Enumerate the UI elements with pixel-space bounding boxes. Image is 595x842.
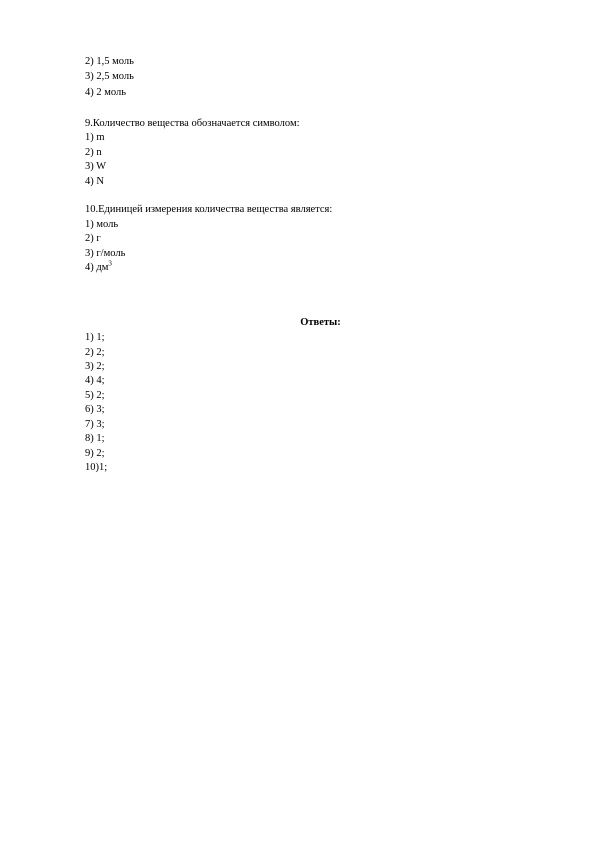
answer-item: 1) 1; (85, 332, 105, 343)
answer-item: 9) 2; (85, 448, 105, 459)
answer-item: 2) 2; (85, 347, 105, 358)
answer-item: 10)1; (85, 462, 108, 473)
q9-option-3: 3) W (85, 161, 107, 172)
q10-option-1: 1) моль (85, 219, 119, 230)
q10-option-2: 2) г (85, 233, 101, 244)
answers-title: Ответы: (300, 317, 341, 328)
q8-option-2: 2) 1,5 моль (85, 56, 134, 67)
answer-item: 5) 2; (85, 390, 105, 401)
q9-option-2: 2) n (85, 147, 102, 158)
answer-item: 6) 3; (85, 404, 105, 415)
answer-item: 4) 4; (85, 375, 105, 386)
answer-item: 3) 2; (85, 361, 105, 372)
q9-option-4: 4) N (85, 176, 104, 187)
q10-option-3: 3) г/моль (85, 248, 126, 259)
answer-item: 8) 1; (85, 433, 105, 444)
q10-question: 10.Единицей измерения количества вещества является: (85, 204, 333, 215)
q9-option-1: 1) m (85, 132, 105, 143)
answer-item: 7) 3; (85, 419, 105, 430)
q8-option-4: 4) 2 моль (85, 87, 127, 98)
q10-option-4 (85, 261, 112, 275)
q10-option-4-superscript: 3 (108, 259, 112, 268)
q9-question: 9.Количество вещества обозначается символом: (85, 118, 300, 129)
q10-option-4-text: 4) дм (85, 262, 109, 273)
q8-option-3: 3) 2,5 моль (85, 71, 134, 82)
